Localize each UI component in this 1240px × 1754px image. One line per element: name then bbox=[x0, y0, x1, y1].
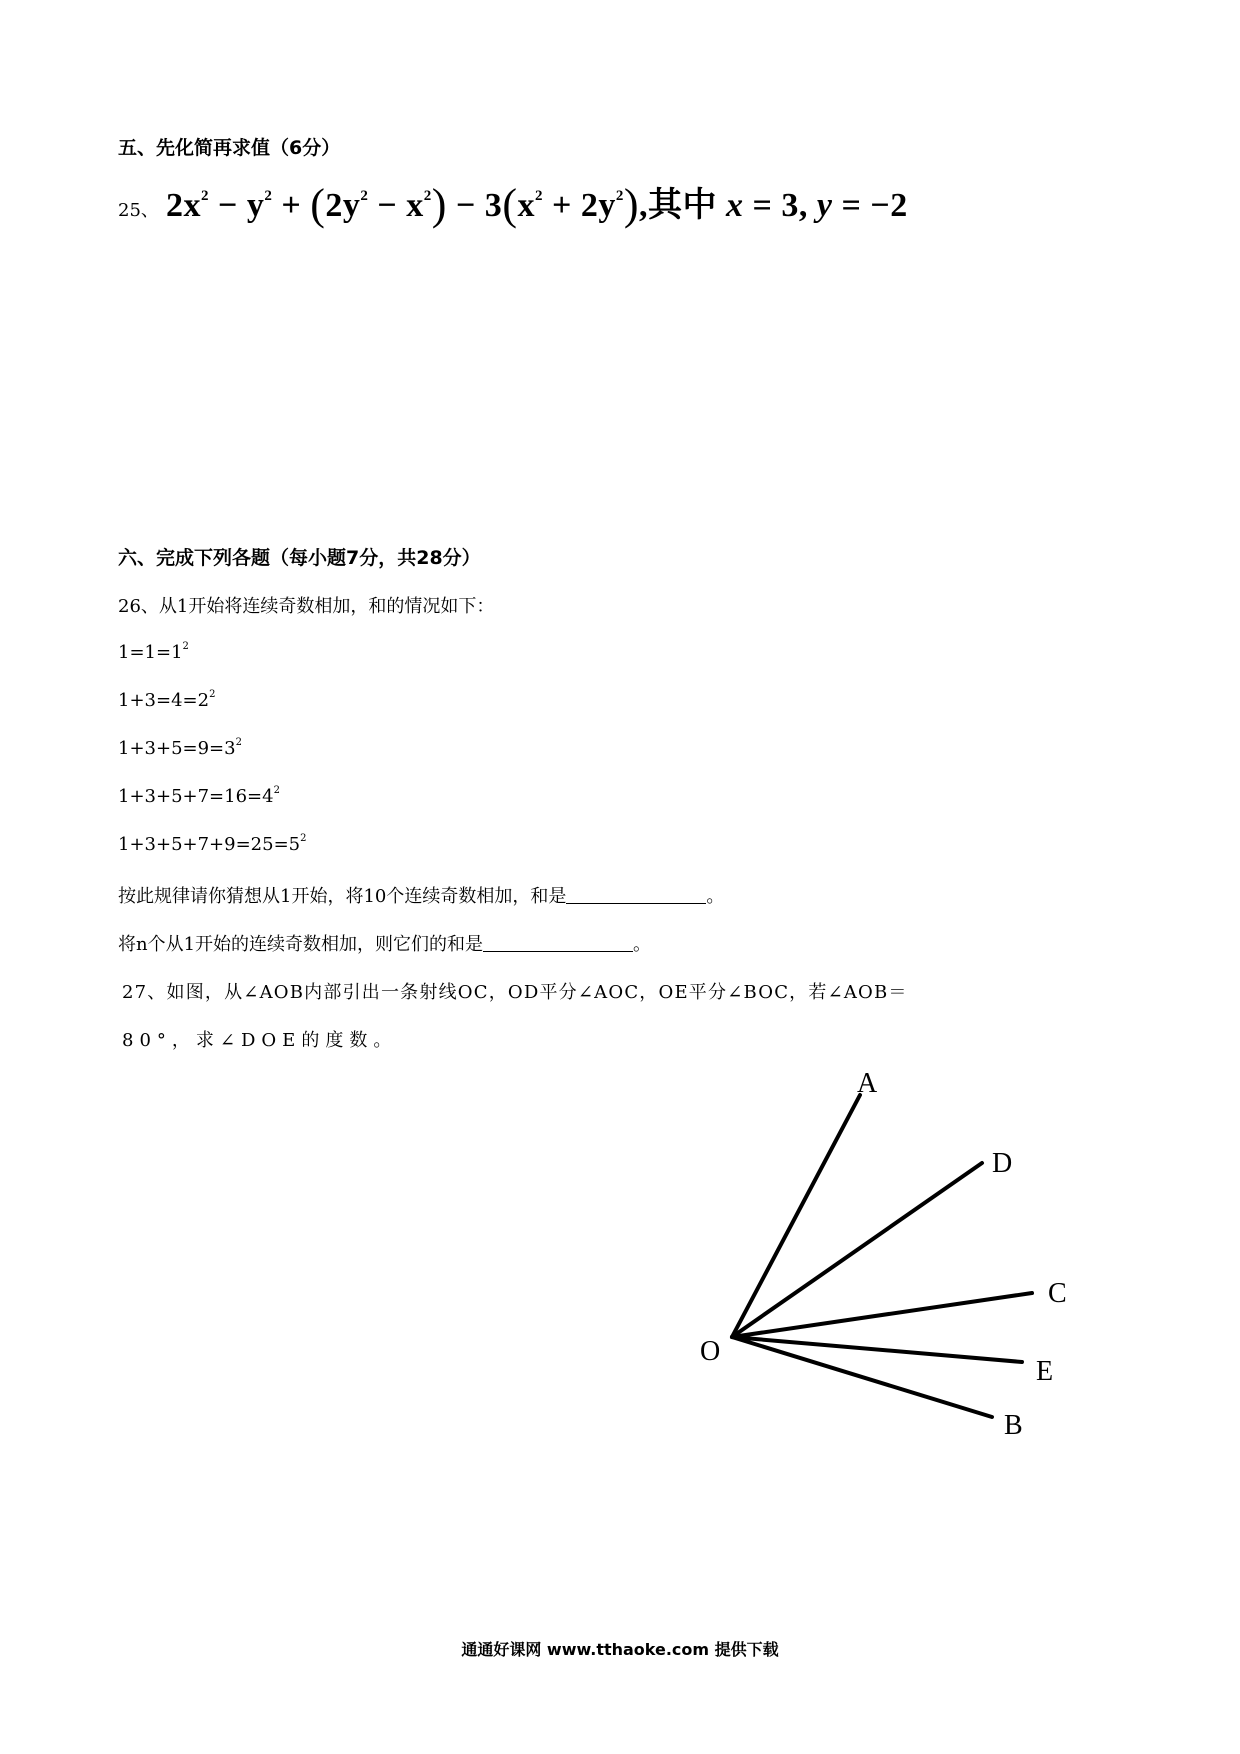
formula-term-x: x bbox=[517, 187, 535, 224]
label-a: A bbox=[857, 1068, 878, 1099]
section-6-heading: 六、完成下列各题（每小题7分，共28分） bbox=[118, 547, 481, 569]
q26-equation-2 bbox=[118, 689, 215, 711]
q26-equation-text: 1+3+5+7+9=25=5 bbox=[118, 834, 301, 855]
q26-ask-2-period: 。 bbox=[633, 934, 652, 955]
formula-term-2x: 2x bbox=[166, 187, 201, 224]
formula-paren-open: ( bbox=[310, 180, 326, 229]
q26-equation-5 bbox=[118, 833, 306, 855]
q26-exponent: 2 bbox=[182, 641, 189, 652]
question-26-ask-2 bbox=[118, 930, 651, 956]
question-27-line-1: 27、如图，从∠AOB内部引出一条射线OC，OD平分∠AOC，OE平分∠BOC，若∠AOB＝ bbox=[122, 982, 908, 1003]
label-e: E bbox=[1036, 1356, 1054, 1387]
q26-equation-text: 1=1=1 bbox=[118, 642, 183, 663]
answer-blank-2[interactable] bbox=[483, 935, 633, 952]
formula-paren-close: ) bbox=[431, 180, 447, 229]
q26-equation-4 bbox=[118, 785, 280, 807]
q26-exponent: 2 bbox=[209, 689, 216, 700]
formula-y-value: = −2 bbox=[832, 187, 908, 224]
ray-oa bbox=[732, 1095, 860, 1337]
question-26-ask-1 bbox=[118, 882, 724, 908]
question-26-intro: 26、从1开始将连续奇数相加，和的情况如下： bbox=[118, 596, 495, 617]
formula-var-x: x bbox=[726, 187, 744, 224]
label-b: B bbox=[1004, 1410, 1023, 1441]
formula-exponent: 2 bbox=[534, 188, 543, 204]
formula-minus-3: − 3 bbox=[446, 187, 503, 224]
formula-exponent: 2 bbox=[423, 188, 432, 204]
formula-term-x: − x bbox=[368, 187, 424, 224]
label-c: C bbox=[1048, 1278, 1067, 1309]
formula-condition-label: ,其中 bbox=[639, 187, 726, 224]
q26-ask-2-text: 将n个从1开始的连续奇数相加，则它们的和是 bbox=[118, 934, 484, 955]
question-25-formula bbox=[166, 176, 908, 227]
q26-exponent: 2 bbox=[235, 737, 242, 748]
formula-term-2y: + 2y bbox=[542, 187, 616, 224]
q26-exponent: 2 bbox=[300, 833, 307, 844]
label-o: O bbox=[700, 1336, 721, 1367]
formula-x-value: = 3, bbox=[743, 187, 817, 224]
ray-od bbox=[732, 1163, 982, 1337]
footer-download-note: 通通好课网 www.tthaoke.com 提供下载 bbox=[461, 1640, 779, 1659]
formula-paren-close: ) bbox=[623, 180, 639, 229]
section-5-heading: 五、先化简再求值（6分） bbox=[118, 137, 341, 159]
q26-equation-text: 1+3+5=9=3 bbox=[118, 738, 236, 759]
answer-blank-1[interactable] bbox=[566, 887, 706, 904]
formula-exponent: 2 bbox=[264, 188, 273, 204]
formula-exponent: 2 bbox=[615, 188, 624, 204]
formula-exponent: 2 bbox=[360, 188, 369, 204]
formula-paren-open: ( bbox=[502, 180, 518, 229]
q26-equation-3 bbox=[118, 737, 242, 759]
question-25-number: 25、 bbox=[118, 200, 159, 221]
formula-plus: + bbox=[272, 187, 311, 224]
formula-term-2y: 2y bbox=[325, 187, 361, 224]
angle-figure bbox=[680, 1050, 1140, 1450]
q26-equation-text: 1+3+5+7=16=4 bbox=[118, 786, 274, 807]
formula-exponent: 2 bbox=[201, 188, 209, 204]
q26-equation-text: 1+3=4=2 bbox=[118, 690, 210, 711]
formula-term-y: − y bbox=[209, 187, 265, 224]
q26-ask-1-text: 按此规律请你猜想从1开始，将10个连续奇数相加，和是 bbox=[118, 886, 567, 907]
ray-oc bbox=[732, 1293, 1032, 1337]
label-d: D bbox=[992, 1148, 1013, 1179]
question-27-line-2: 80°，求∠DOE的度数。 bbox=[122, 1030, 398, 1051]
formula-var-y: y bbox=[816, 187, 833, 224]
q26-equation-1 bbox=[118, 641, 189, 663]
q26-exponent: 2 bbox=[273, 785, 280, 796]
q26-ask-1-period: 。 bbox=[706, 886, 725, 907]
